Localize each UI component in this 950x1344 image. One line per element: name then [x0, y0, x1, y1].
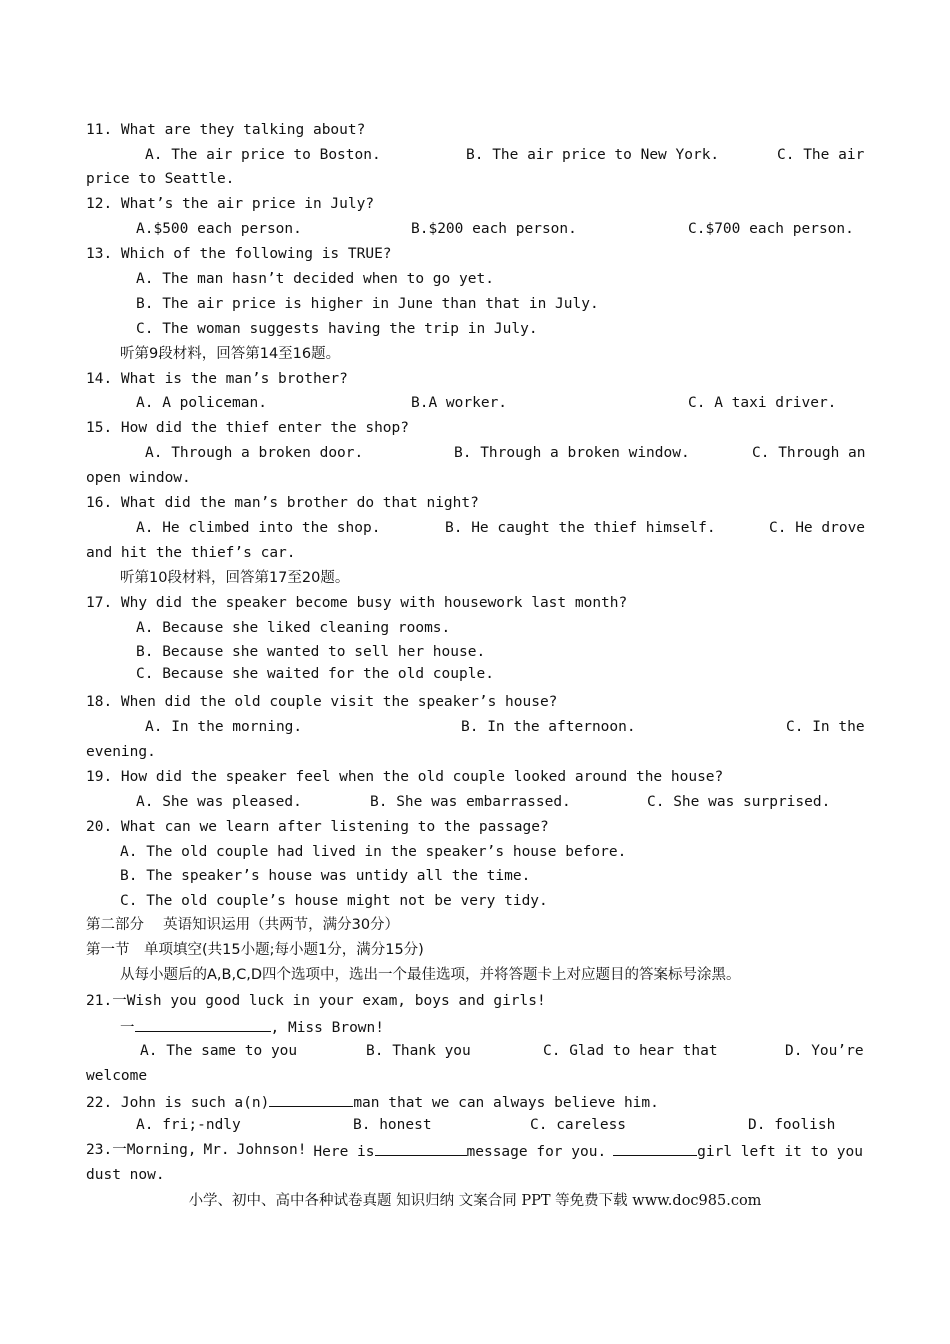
q13-stem: 13. Which of the following is TRUE? [86, 246, 392, 262]
q18-option-c-cont: evening. [86, 744, 156, 760]
q21-reply-end: , Miss Brown! [270, 1020, 384, 1036]
section-1-heading: 第一节 单项填空(共15小题;每小题1分，满分15分) [86, 942, 424, 958]
q15-option-b: B. Through a broken window. [454, 445, 690, 461]
q17-option-c: C. Because she waited for the old couple. [136, 666, 494, 682]
q23-answer-blank-1[interactable] [375, 1141, 467, 1156]
q20-option-b: B. The speaker’s house was untidy all the time. [120, 868, 531, 884]
q14-option-c: C. A taxi driver. [688, 395, 837, 411]
section-10-heading: 听第10段材料，回答第17至20题。 [120, 570, 350, 586]
q15-option-a: A. Through a broken door. [145, 445, 364, 461]
q20-option-a: A. The old couple had lived in the speaker’s house before. [120, 844, 627, 860]
q17-stem: 17. Why did the speaker become busy with housework last month? [86, 595, 628, 611]
q21-reply-dash: 一 [120, 1020, 135, 1036]
q22-option-b: B. honest [353, 1117, 432, 1133]
q21-stem: 21.一Wish you good luck in your exam, boys and girls! [86, 993, 546, 1009]
q18-stem: 18. When did the old couple visit the speaker’s house? [86, 694, 558, 710]
q18-option-c: C. In the [786, 719, 865, 735]
q22-stem-end: man that we can always believe him. [353, 1095, 659, 1111]
q23-part-1: 23.一Morning, [86, 1142, 197, 1158]
q23-stem [86, 1141, 863, 1161]
q14-option-a: A. A policeman. [136, 395, 267, 411]
q11-stem: 11. What are they talking about? [86, 122, 366, 138]
q16-option-a: A. He climbed into the shop. [136, 520, 381, 536]
q18-option-a: A. In the morning. [145, 719, 303, 735]
q12-stem: 12. What’s the air price in July? [86, 196, 375, 212]
q11-option-b: B. The air price to New York. [466, 147, 720, 163]
q18-option-b: B. In the afternoon. [461, 719, 636, 735]
q19-option-b: B. She was embarrassed. [370, 794, 571, 810]
q16-option-c: C. He drove [769, 520, 866, 536]
q15-stem: 15. How did the thief enter the shop? [86, 420, 410, 436]
q12-option-c: C.$700 each person. [688, 221, 854, 237]
page-footer: 小学、初中、高中各种试卷真题 知识归纳 文案合同 PPT 等免费下载 www.doc985.com [188, 1193, 762, 1209]
section-9-heading: 听第9段材料，回答第14至16题。 [120, 346, 341, 362]
q23-part-6 [613, 1141, 863, 1161]
q20-stem: 20. What can we learn after listening to the passage? [86, 819, 549, 835]
q19-stem: 19. How did the speaker feel when the old couple looked around the house? [86, 769, 724, 785]
q21-option-b: B. Thank you [366, 1043, 471, 1059]
q23-cont: dust now. [86, 1167, 165, 1183]
q14-stem: 14. What is the man’s brother? [86, 371, 348, 387]
q17-option-a: A. Because she liked cleaning rooms. [136, 620, 451, 636]
q21-option-d-cont: welcome [86, 1068, 148, 1084]
q23-part-3: Johnson! [236, 1142, 307, 1158]
q12-option-b: B.$200 each person. [411, 221, 577, 237]
q22-option-a: A. fri;-ndly [136, 1117, 241, 1133]
q16-option-c-cont: and hit the thief’s car. [86, 545, 296, 561]
q14-option-b: B.A worker. [411, 395, 508, 411]
q21-option-c: C. Glad to hear that [543, 1043, 718, 1059]
q22-stem-start: 22. John is such a(n) [86, 1095, 270, 1111]
part-2-heading: 第二部分 英语知识运用（共两节，满分30分） [86, 917, 400, 933]
q22-option-c: C. careless [530, 1117, 627, 1133]
q23-answer-blank-2[interactable] [613, 1141, 697, 1156]
q22-stem [86, 1092, 659, 1112]
q15-option-c-cont: open window. [86, 470, 191, 486]
q12-option-a: A.$500 each person. [136, 221, 302, 237]
q23-part-5-text: message for you. [466, 1144, 607, 1160]
q19-option-c: C. She was surprised. [647, 794, 831, 810]
q13-option-c: C. The woman suggests having the trip in July. [136, 321, 538, 337]
q11-option-a: A. The air price to Boston. [145, 147, 381, 163]
q16-stem: 16. What did the man’s brother do that night? [86, 495, 479, 511]
q19-option-a: A. She was pleased. [136, 794, 302, 810]
q23-part-6-text: girl left it to you [697, 1144, 863, 1160]
q22-option-d: D. foolish [748, 1117, 836, 1133]
q23-part-4 [313, 1141, 606, 1161]
q21-option-d: D. You’re [785, 1043, 864, 1059]
q13-option-a: A. The man hasn’t decided when to go yet. [136, 271, 494, 287]
q11-option-c: C. The air [777, 147, 865, 163]
q21-reply [120, 1017, 384, 1037]
instructions: 从每小题后的A,B,C,D四个选项中，选出一个最佳选项，并将答题卡上对应题目的答案标号涂黑。 [120, 967, 741, 983]
q21-option-a: A. The same to you [140, 1043, 298, 1059]
q23-part-2: Mr. [203, 1142, 230, 1158]
q16-option-b: B. He caught the thief himself. [445, 520, 716, 536]
q17-option-b: B. Because she wanted to sell her house. [136, 644, 486, 660]
q11-option-c-cont: price to Seattle. [86, 171, 235, 187]
q21-answer-blank[interactable] [135, 1017, 271, 1032]
q23-part-4-text: Here is [313, 1144, 375, 1160]
q20-option-c: C. The old couple’s house might not be very tidy. [120, 893, 548, 909]
q15-option-c: C. Through an [752, 445, 866, 461]
q13-option-b: B. The air price is higher in June than that in July. [136, 296, 599, 312]
q22-answer-blank[interactable] [269, 1092, 353, 1107]
